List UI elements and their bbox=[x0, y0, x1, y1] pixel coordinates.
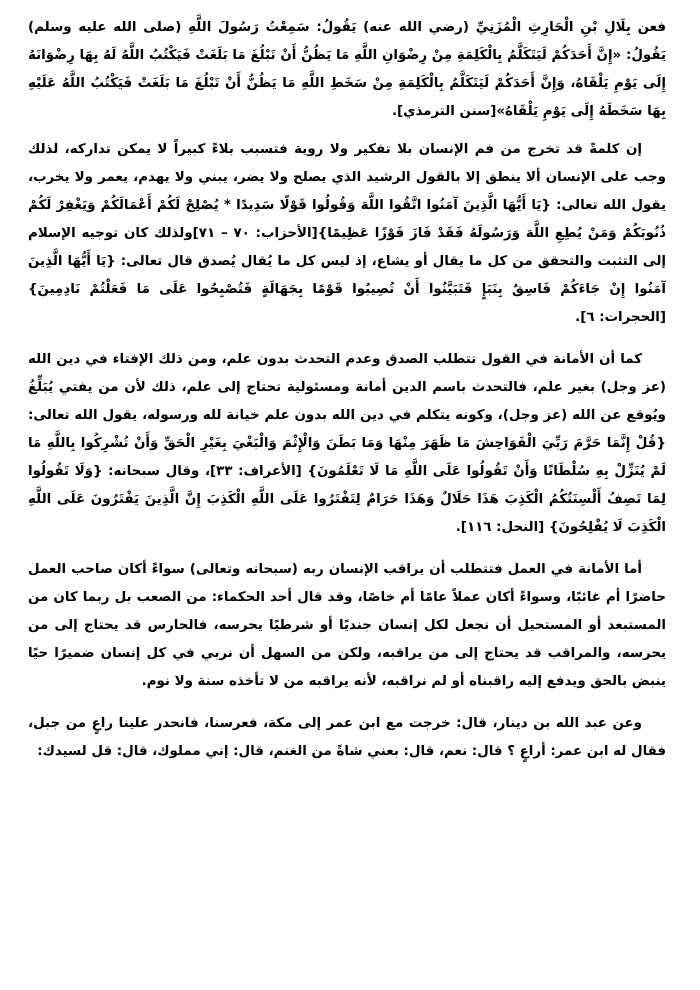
paragraph-honesty-in-speech: كما أن الأمانة في القول تتطلب الصدق وعدم التحدث بدون علم، ومن ذلك الإفتاء في دين الله (عز وجل) بغير علم، فالتحدث باسم الدين أمانة ومسئولية تحتاج إلى علم، ذلك لأن من يفتي يُبَلِّغُ ويُوقع عن الله (عز وجل)، وكونه يتكلم في دين الله بدون علم خيانة لله ورسوله، يقول الله تعالى: {قُلْ إِنَّمَا حَرَّمَ رَبِّيَ الْفَوَاحِشَ مَا ظَهَرَ مِنْهَا وَمَا بَطَنَ وَالْإِثْمَ وَالْبَغْيَ بِغَيْرِ الْحَقِّ وَأَنْ تُشْرِكُوا بِاللَّهِ مَا لَمْ يُنَزِّلْ بِهِ سُلْطَانًا وَأَنْ تَقُولُوا عَلَى اللَّهِ مَا لَا تَعْلَمُونَ} [الأعراف: ٣٣]، وقال سبحانه: {وَلَا تَقُولُوا لِمَا تَصِفُ أَلْسِنَتُكُمُ الْكَذِبَ هَذَا حَلَالٌ وَهَذَا حَرَامٌ لِتَفْتَرُوا عَلَى اللَّهِ الْكَذِبَ إِنَّ الَّذِينَ يَفْتَرُونَ عَلَى اللَّهِ الْكَذِبَ لَا يُفْلِحُونَ} [النحل: ١١٦]. bbox=[28, 352, 666, 535]
paragraph-hadith-bilal: فعن بِلَالِ بْنِ الْحَارِثِ الْمُزَنِيِّ (رضي الله عنه) يَقُولُ: سَمِعْتُ رَسُولَ اللَّهِ (صلى الله عليه وسلم) يَقُولُ: «إِنَّ أَحَدَكُمْ لَيَتَكَلَّمُ بِالْكَلِمَةِ مِنْ رِضْوَانِ اللَّهِ مَا يَظُنُّ أَنْ تَبْلُغَ مَا بَلَغَتْ فَيَكْتُبُ اللَّهُ لَهُ بِهَا رِضْوَانَهُ إِلَى يَوْمِ يَلْقَاهُ، وَإِنَّ أَحَدَكُمْ لَيَتَكَلَّمُ بِالْكَلِمَةِ مِنْ سَخَطِ اللَّهِ مَا يَظُنُّ أَنْ تَبْلُغَ مَا بَلَغَتْ فَيَكْتُبُ اللَّهُ عَلَيْهِ بِهَا سَخَطَهُ إِلَى يَوْمِ يَلْقَاهُ»[سنن الترمذي]. bbox=[28, 20, 666, 119]
paragraph-word-consequences: إن كلمةً قد تخرج من فم الإنسان بلا تفكير ولا روية فتسبب بلاءً كبيراً لا يمكن تداركه، لذلك وجب على الإنسان ألا ينطق إلا بالقول الرشيد الذي يصلح ولا يضر، يبني ولا يهدم، يعمر ولا يخرب، يقول الله تعالى: {يَا أَيُّهَا الَّذِينَ آمَنُوا اتَّقُوا اللَّهَ وَقُولُوا قَوْلًا سَدِيدًا * يُصْلِحْ لَكُمْ أَعْمَالَكُمْ وَيَغْفِرْ لَكُمْ ذُنُوبَكُمْ وَمَنْ يُطِعِ اللَّهَ وَرَسُولَهُ فَقَدْ فَازَ فَوْزًا عَظِيمًا}[الأحزاب: ٧٠ – ٧١]ولذلك كان توجيه الإسلام إلى التثبت والتحقق من كل ما يقال أو يشاع، إذ ليس كل ما يُقال يُصدق قال تعالى: {يَا أَيُّهَا الَّذِينَ آمَنُوا إِنْ جَاءَكُمْ فَاسِقٌ بِنَبَإٍ فَتَبَيَّنُوا أَنْ تُصِيبُوا قَوْمًا بِجَهَالَةٍ فَتُصْبِحُوا عَلَى مَا فَعَلْتُمْ نَادِمِينَ} [الحجرات: ٦]. bbox=[28, 142, 666, 325]
paragraph-ibn-umar-story: وعن عبد الله بن دينار، قال: خرجت مع ابن عمر إلى مكة، فعرسنا، فانحدر علينا راعٍ من جبل، فقال له ابن عمر: أراعٍ ؟ قال: نعم، قال: بعني شاةً من الغنم، قال: إني مملوك، قال: قل لسيدك: bbox=[28, 716, 666, 759]
paragraph-honesty-in-work: أما الأمانة في العمل فتتطلب أن يراقب الإنسان ربه (سبحانه وتعالى) سواءً أكان صاحب العمل حاضرًا أم غائبًا، وسواءً أكان عملاً عامًا أم خاصًا، وقد قال أحد الحكماء: من الصعب بل ربما كان من المستبعد أو المستحيل أن نجعل لكل إنسان جنديًا أو شرطيًا يحرسه، فالحارس قد يحتاج إلى من يحرسه، والمراقب قد يحتاج إلى من يراقبه، ولكن من السهل أن نربي في كل إنسان ضميرًا حيًا ينبض بالحق ويدفع إليه راقبناه أو لم نراقبه، لأنه يراقبه من لا تأخذه سنة ولا نوم. bbox=[28, 562, 666, 689]
document-page bbox=[28, 14, 666, 982]
